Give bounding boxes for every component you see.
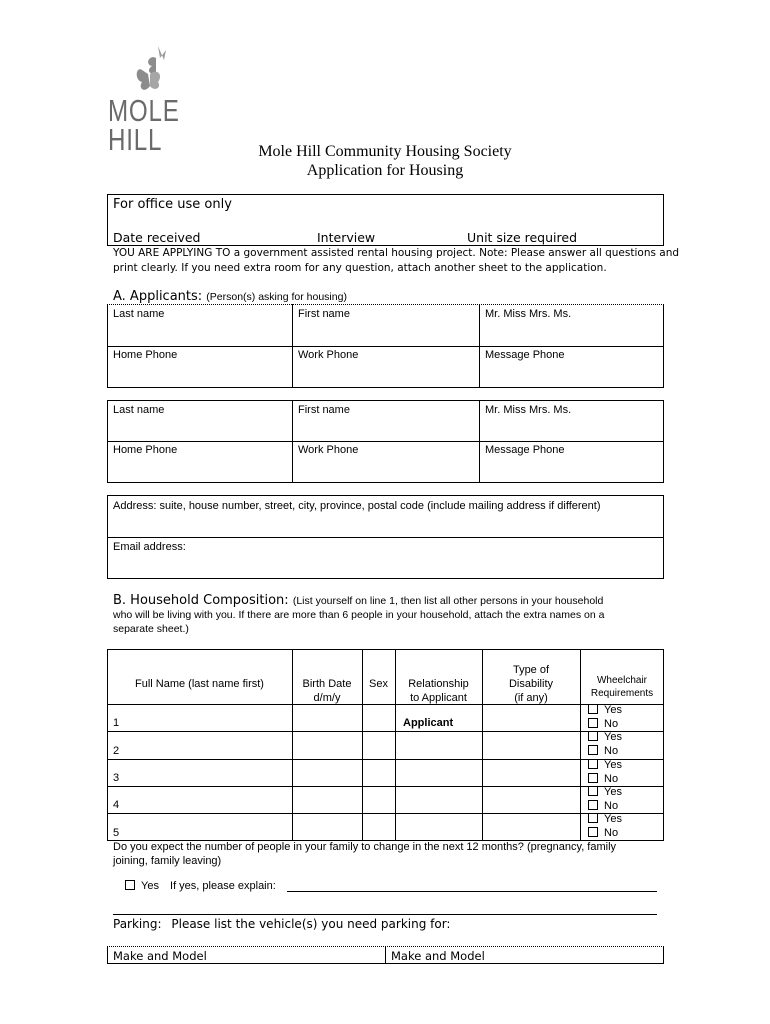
applicant-2-last-name[interactable]: Last name xyxy=(113,404,165,416)
col-disability xyxy=(482,663,580,705)
parking-text: Please list the vehicle(s) you need parking for: xyxy=(171,917,451,931)
wheelchair-3-no[interactable]: No xyxy=(588,773,622,787)
parking-heading-label: Parking: xyxy=(113,917,162,931)
interview-field[interactable]: Interview xyxy=(317,230,376,245)
logo-line-1: MOLE xyxy=(108,93,180,128)
butterfly-logo-icon xyxy=(136,44,176,100)
date-received-field[interactable]: Date received xyxy=(113,230,201,245)
col-relationship-2: to Applicant xyxy=(410,692,467,704)
household-intro-2: who will be living with you. If there are more than 6 people in your household, attach the extra names on a xyxy=(113,609,605,621)
applicants-heading xyxy=(113,289,347,304)
checkbox-icon xyxy=(588,800,598,810)
wheelchair-4-no[interactable]: No xyxy=(588,800,622,814)
wheelchair-1-no[interactable]: No xyxy=(588,718,622,732)
wheelchair-2-yes[interactable]: Yes xyxy=(588,731,622,745)
applicants-heading-text: A. Applicants: xyxy=(113,289,203,304)
col-wheelchair-2: Requirements xyxy=(590,688,654,699)
applicant-2-home-phone[interactable]: Home Phone xyxy=(113,444,178,456)
office-use-heading: For office use only xyxy=(113,197,232,212)
logo-line-2: HILL xyxy=(108,122,163,157)
col-birth-date-1: Birth Date xyxy=(302,678,352,690)
applicant-2-work-phone[interactable]: Work Phone xyxy=(298,444,359,456)
col-disability-3: (if any) xyxy=(514,692,548,704)
org-name: Mole Hill Community Housing Society xyxy=(258,143,512,160)
household-intro-3: separate sheet.) xyxy=(113,623,189,635)
applicant-1-home-phone[interactable]: Home Phone xyxy=(113,349,178,361)
checkbox-icon xyxy=(588,786,598,796)
checkbox-icon xyxy=(588,704,598,714)
col-disability-1: Type of xyxy=(512,664,550,676)
checkbox-icon xyxy=(588,827,598,837)
wheelchair-row-2 xyxy=(588,731,622,758)
col-wheelchair-1: Wheelchair xyxy=(596,675,648,686)
explain-input-line-2[interactable] xyxy=(113,914,657,915)
col-disability-2: Disability xyxy=(508,678,553,690)
applicant-1-last-name[interactable]: Last name xyxy=(113,308,165,320)
wheelchair-row-3 xyxy=(588,759,622,786)
applicant-1-first-name[interactable]: First name xyxy=(298,308,350,320)
household-intro-1: (List yourself on line 1, then list all other persons in your household xyxy=(292,595,604,607)
wheelchair-1-yes[interactable]: Yes xyxy=(588,704,622,718)
applicant-1-work-phone[interactable]: Work Phone xyxy=(298,349,359,361)
checkbox-icon xyxy=(588,718,598,728)
family-change-yes[interactable]: Yes If yes, please explain: xyxy=(125,880,276,892)
parking-heading xyxy=(113,917,450,931)
household-row-4: 4 xyxy=(113,799,120,811)
unit-size-field[interactable]: Unit size required xyxy=(467,230,578,245)
make-model-1[interactable]: Make and Model xyxy=(113,949,207,963)
applicant-2-first-name[interactable]: First name xyxy=(298,404,350,416)
email-field[interactable]: Email address: xyxy=(113,541,186,553)
household-row-5: 5 xyxy=(113,827,120,839)
wheelchair-4-yes[interactable]: Yes xyxy=(588,786,622,800)
family-change-question-1: Do you expect the number of people in your family to change in the next 12 months? (pregnancy, family xyxy=(113,841,617,853)
col-wheelchair xyxy=(580,674,664,700)
checkbox-icon xyxy=(588,759,598,769)
col-birth-date xyxy=(292,677,362,705)
wheelchair-2-no[interactable]: No xyxy=(588,745,622,759)
wheelchair-5-yes[interactable]: Yes xyxy=(588,813,622,827)
form-title: Application for Housing xyxy=(306,162,464,179)
applicant-2-title[interactable]: Mr. Miss Mrs. Ms. xyxy=(485,404,572,416)
applicant-1-title[interactable]: Mr. Miss Mrs. Ms. xyxy=(485,308,572,320)
checkbox-icon xyxy=(588,813,598,823)
make-model-2[interactable]: Make and Model xyxy=(391,949,485,963)
family-change-question-2: joining, family leaving) xyxy=(113,855,222,867)
address-field[interactable]: Address: suite, house number, street, city, province, postal code (include mailing address if different) xyxy=(113,500,601,512)
wheelchair-row-5 xyxy=(588,813,622,840)
explain-input-line[interactable] xyxy=(287,891,657,892)
col-relationship-1: Relationship xyxy=(408,678,469,690)
household-row-1: 1 xyxy=(113,717,120,729)
household-heading-text: B. Household Composition: xyxy=(113,593,289,608)
wheelchair-3-yes[interactable]: Yes xyxy=(588,759,622,773)
checkbox-icon xyxy=(588,745,598,755)
notice-line-2: print clearly. If you need extra room for any question, attach another sheet to the application. xyxy=(113,262,607,274)
applicants-heading-sub: (Person(s) asking for housing) xyxy=(206,291,347,303)
checkbox-icon xyxy=(588,773,598,783)
notice-line-1: YOU ARE APPLYING TO a government assisted rental housing project. Note: Please answer all questions and xyxy=(113,247,680,259)
col-sex: Sex xyxy=(369,678,388,690)
col-relationship xyxy=(395,677,482,705)
applicant-relationship: Applicant xyxy=(403,717,454,729)
household-row-3: 3 xyxy=(113,772,120,784)
family-change-explain-label: If yes, please explain: xyxy=(170,880,276,892)
wheelchair-5-no[interactable]: No xyxy=(588,827,622,841)
household-heading xyxy=(113,593,603,608)
applicant-1-message-phone[interactable]: Message Phone xyxy=(485,349,565,361)
checkbox-icon xyxy=(125,880,135,890)
household-row-2: 2 xyxy=(113,745,120,757)
col-birth-date-2: d/m/y xyxy=(313,692,341,704)
checkbox-icon xyxy=(588,731,598,741)
col-full-name: Full Name (last name first) xyxy=(135,678,264,690)
wheelchair-row-4 xyxy=(588,786,622,813)
applicant-2-message-phone[interactable]: Message Phone xyxy=(485,444,565,456)
wheelchair-row-1 xyxy=(588,704,622,731)
